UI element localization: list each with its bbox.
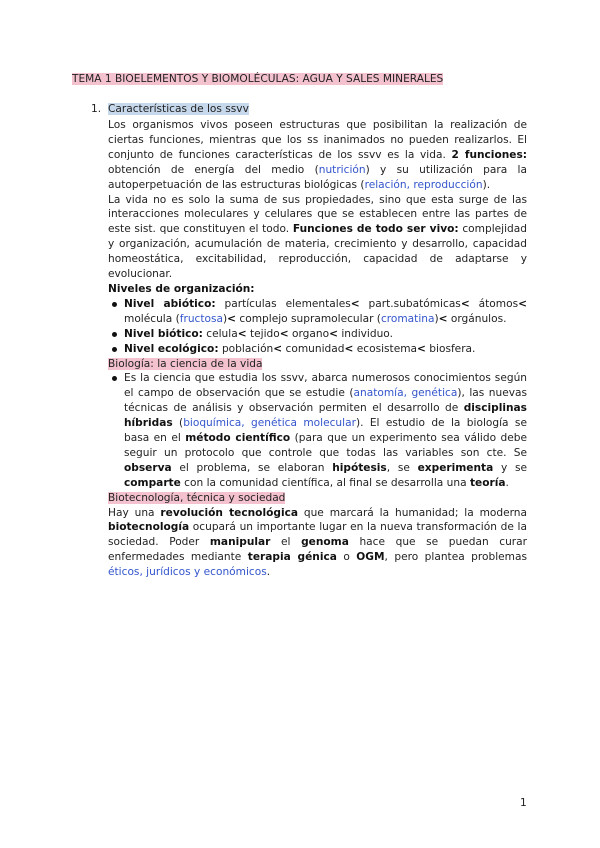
section-1-title: Características de los ssvv: [108, 103, 249, 115]
term-anatomia: anatomía, genética: [353, 387, 458, 400]
biotecnologia-heading: Biotecnología, técnica y sociedad: [108, 491, 286, 504]
list-item: Es la ciencia que estudia los ssvv, abarca numerosos conocimientos según el campo de observación que se estudie (anatomía, genética), las nuevas técnicas de análisis y observación permiten el desarrollo de disciplinas híbridas (bioquímica, genética molecular). El estudio de la biología se basa en el método científico (para que un experimento sea válido debe seguir un protocolo que controle que todas las variables son cte. Se observa el problema, se elaboran hipótesis, se experimenta y se comparte con la comunidad científica, al final se desarrolla una teoría.: [108, 371, 527, 490]
page-number: 1: [520, 797, 527, 809]
term-eticos: éticos, jurídicos y económicos: [108, 566, 267, 579]
title-text: TEMA 1 BIOELEMENTOS Y BIOMOLÉCULAS: AGUA Y SALES MINERALES: [72, 73, 444, 85]
term-nutricion: nutrición: [318, 163, 366, 176]
term-relacion: relación, reproducción: [364, 178, 483, 191]
paragraph-funciones: Los organismos vivos poseen estructuras que posibilitan la realización de ciertas funciones, mientras que los ss inanimados no pueden realizarlos. El conjunto de funciones características de los ssvv es la vida. 2 funciones: obtención de energía del medio (nutrición) y su utilización para la autoperpetuación de las estructuras biológicas (relación, reproducción).: [108, 119, 527, 191]
biologia-list: [108, 371, 527, 490]
list-item: Nivel abiótico: partículas elementales< part.subatómicas< átomos< molécula (fructosa)< complejo supramolecular (cromatina)< orgánulos.: [108, 297, 527, 327]
list-item: Nivel biótico: celula< tejido< organo< individuo.: [108, 327, 527, 342]
term-cromatina: cromatina: [380, 312, 435, 325]
term-fructosa: fructosa: [179, 312, 224, 325]
list-item: Nivel ecológico: población< comunidad< ecosistema< biosfera.: [108, 342, 527, 357]
section-1-body: [108, 118, 527, 580]
section-1-number: 1.: [91, 103, 102, 115]
paragraph-biotecnologia: Hay una revolución tecnológica que marcará la humanidad; la moderna biotecnología ocupará un importante lugar en la nueva transformación de la sociedad. Poder manipular el genoma hace que se puedan curar enfermedades mediante terapia génica o OGM, pero plantea problemas éticos, jurídicos y económicos.: [108, 506, 528, 579]
biologia-heading: Biología: la ciencia de la vida: [108, 357, 263, 370]
page-title: [72, 72, 443, 86]
niveles-list: [108, 297, 527, 357]
niveles-heading: Niveles de organización:: [108, 282, 255, 295]
paragraph-propiedades: La vida no es solo la suma de sus propiedades, sino que esta surge de las interacciones moleculares y celulares que se establecen entre las partes de este sist. que constituyen el todo. Funciones de todo ser vivo: complejidad y organización, acumulación de materia, crecimiento y desarrollo, capacidad homeostática, excitabilidad, reproducción, capacidad de adaptarse y evolucionar.: [108, 193, 527, 281]
term-bioquimica: bioquímica, genética molecular: [183, 417, 356, 430]
section-1-heading: [91, 102, 249, 116]
